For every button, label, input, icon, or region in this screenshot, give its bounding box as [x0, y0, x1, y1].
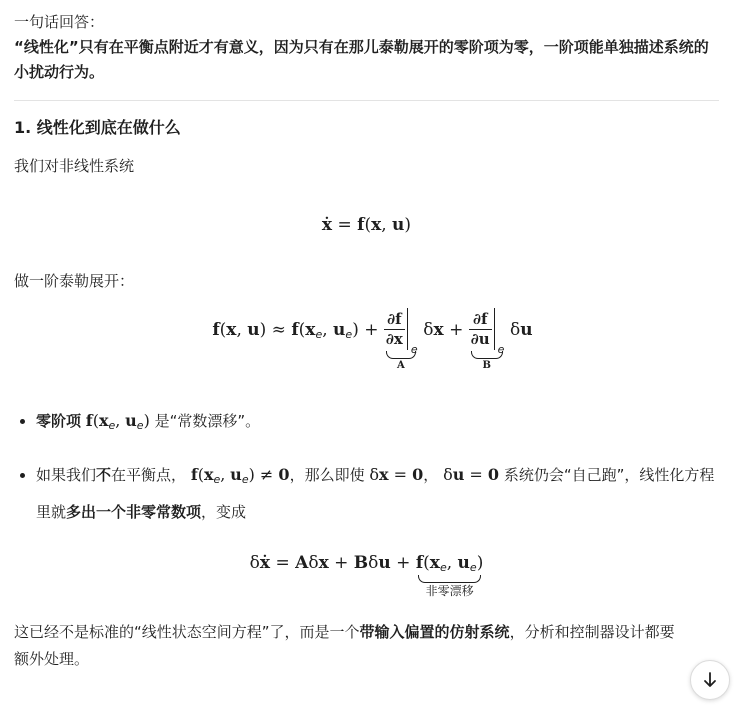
bullet-list	[14, 404, 719, 529]
drift-brace: f(xe, ue) 非零漂移	[415, 553, 484, 598]
arrow-down-icon	[702, 671, 718, 689]
jacobian-B-brace: $\frac{\partial f}{\partial u}$ e B	[470, 309, 505, 371]
brace-label-A: A	[396, 360, 405, 371]
divider	[14, 100, 719, 101]
brace-label-drift: 非零漂移	[425, 584, 474, 598]
scroll-to-bottom-button[interactable]	[690, 660, 730, 700]
answer-content	[14, 10, 719, 673]
section-heading: 1. 线性化到底在做什么	[14, 118, 181, 137]
jacobian-A-brace: $\frac{\partial f}{\partial x}$ e A	[385, 309, 418, 371]
intro-label: 一句话回答：	[14, 13, 105, 31]
paragraph-nonlinear-system: 我们对非线性系统	[14, 157, 135, 175]
equation-system: ẋ = f(x, u)	[321, 215, 412, 235]
bullet-not-equilibrium: • 如果我们不在平衡点， $f(x_e$, $u_e) \ne 0$，那么即使 δx = 0， δu = 0 系统仍会“自己跑”，线性化方程里就多出一个非零常数项，变成	[36, 458, 719, 529]
paragraph-taylor: 做一阶泰勒展开：	[14, 272, 135, 290]
brace-label-B: B	[482, 360, 491, 371]
equation-affine: δẋ = Aδx + Bδu + f(xe, ue) 非零漂移	[249, 553, 484, 598]
equation-taylor: f(x, u) ≈ f(xe, ue) + $\frac{\partial f}{\partial x}$ e A δx + $\frac{\partial f}{\partial u}$ e B δu	[212, 309, 533, 371]
bullet-zero-order: • 零阶项 $f(x_e$, $u_e$) 是“常数漂移”。	[36, 404, 719, 442]
closing-paragraph: 这已经不是标准的“线性状态空间方程”了，而是一个带输入偏置的仿射系统，分析和控制器设计都要额外处理。	[14, 623, 675, 668]
intro-answer: “线性化”只有在平衡点附近才有意义，因为只有在那儿泰勒展开的零阶项为零，一阶项能单独描述系统的小扰动行为。	[14, 38, 709, 81]
